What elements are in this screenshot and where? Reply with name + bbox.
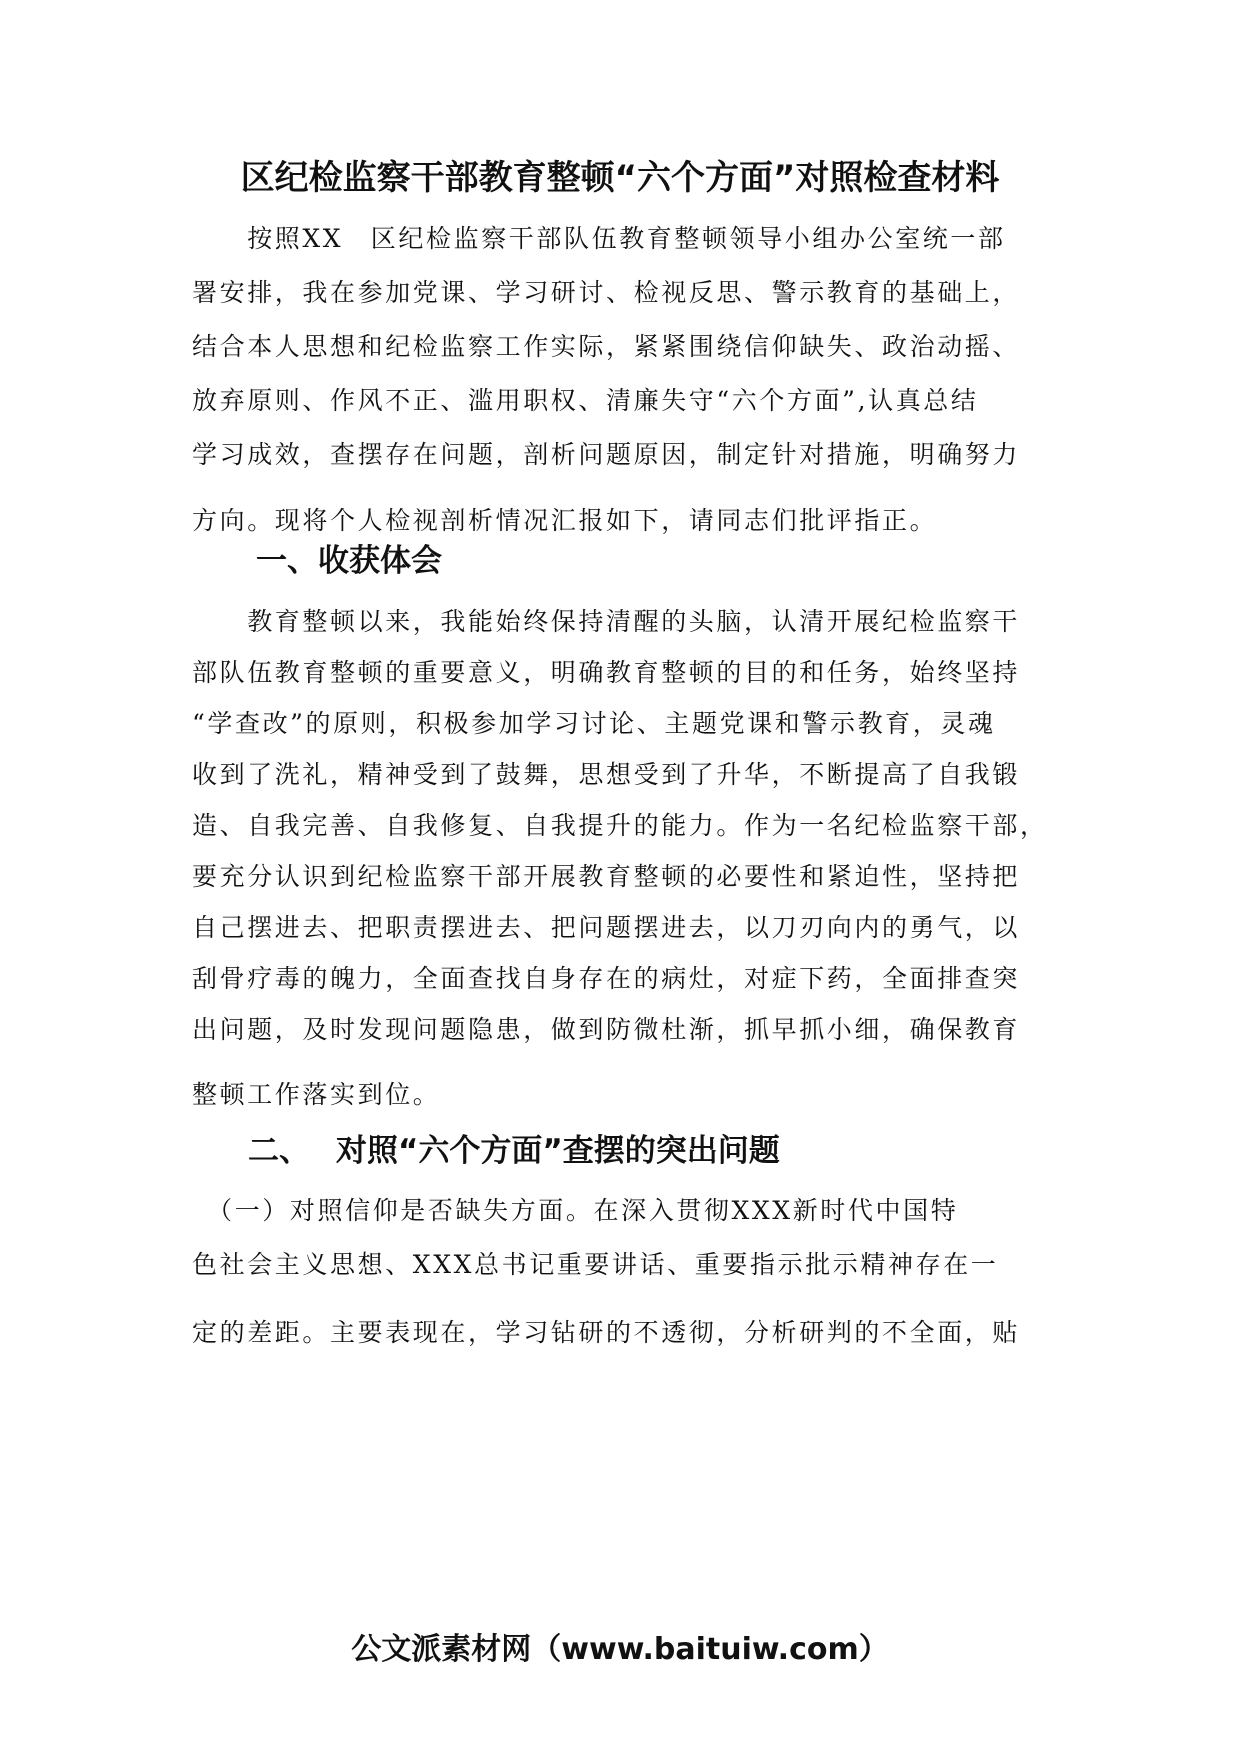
section2-heading [248,1126,780,1176]
section1-line: 造、自我完善、自我修复、自我提升的能力。作为一名纪检监察干部， [192,811,1048,840]
section2-line: 定的差距。主要表现在，学习钻研的不透彻，分析研判的不全面，贴 [192,1318,1021,1347]
section1-heading: 一、收获体会 [256,543,442,579]
section1-line: 刮骨疗毒的魄力，全面查找自身存在的病灶，对症下药，全面排查突 [192,964,1021,993]
section2-line: （一）对照信仰是否缺失方面。在深入贯彻XXX新时代中国特 [192,1196,959,1225]
section2-paragraph [192,1184,1052,1360]
section1-line: 教育整顿以来，我能始终保持清醒的头脑，认清开展纪检监察干 [192,607,1021,636]
section2-line: 色社会主义思想、XXX总书记重要讲话、重要指示批示精神存在一 [192,1250,999,1279]
section1-line: “学查改”的原则，积极参加学习讨论、主题党课和警示教育，灵魂 [192,709,996,738]
section1-paragraph [192,596,1052,1120]
footer-source: 公文派素材网（www.baituiw.com） [351,1632,889,1667]
intro-paragraph [192,212,1052,548]
intro-line: 方向。现将个人检视剖析情况汇报如下，请同志们批评指正。 [192,506,938,535]
section1-line: 出问题，及时发现问题隐患，做到防微杜渐，抓早抓小细，确保教育 [192,1015,1021,1044]
section1-line: 收到了洗礼，精神受到了鼓舞，思想受到了升华，不断提高了自我锻 [192,760,1021,789]
section1-line: 要充分认识到纪检监察干部开展教育整顿的必要性和紧迫性，坚持把 [192,862,1021,891]
intro-line: 学习成效，查摆存在问题，剖析问题原因，制定针对措施，明确努力 [192,440,1021,469]
intro-line: 结合本人思想和纪检监察工作实际，紧紧围绕信仰缺失、政治动摇、 [192,332,1021,361]
document-title: 区纪检监察干部教育整顿“六个方面”对照检查材料 [240,158,1000,198]
section1-line: 整顿工作落实到位。 [192,1080,441,1109]
intro-line: 署安排，我在参加党课、学习研讨、检视反思、警示教育的基础上， [192,278,1021,307]
section1-line: 部队伍教育整顿的重要意义，明确教育整顿的目的和任务，始终坚持 [192,658,1021,687]
section2-heading-text: 对照“六个方面”查摆的突出问题 [336,1133,780,1169]
section2-heading-number: 二、 [248,1133,310,1169]
intro-line: 放弃原则、作风不正、滥用职权、清廉失守“六个方面”,认真总结 [192,386,979,415]
section1-line: 自己摆进去、把职责摆进去、把问题摆进去，以刀刃向内的勇气，以 [192,913,1021,942]
intro-line: 按照XX 区纪检监察干部队伍教育整顿领导小组办公室统一部 [192,224,1006,253]
